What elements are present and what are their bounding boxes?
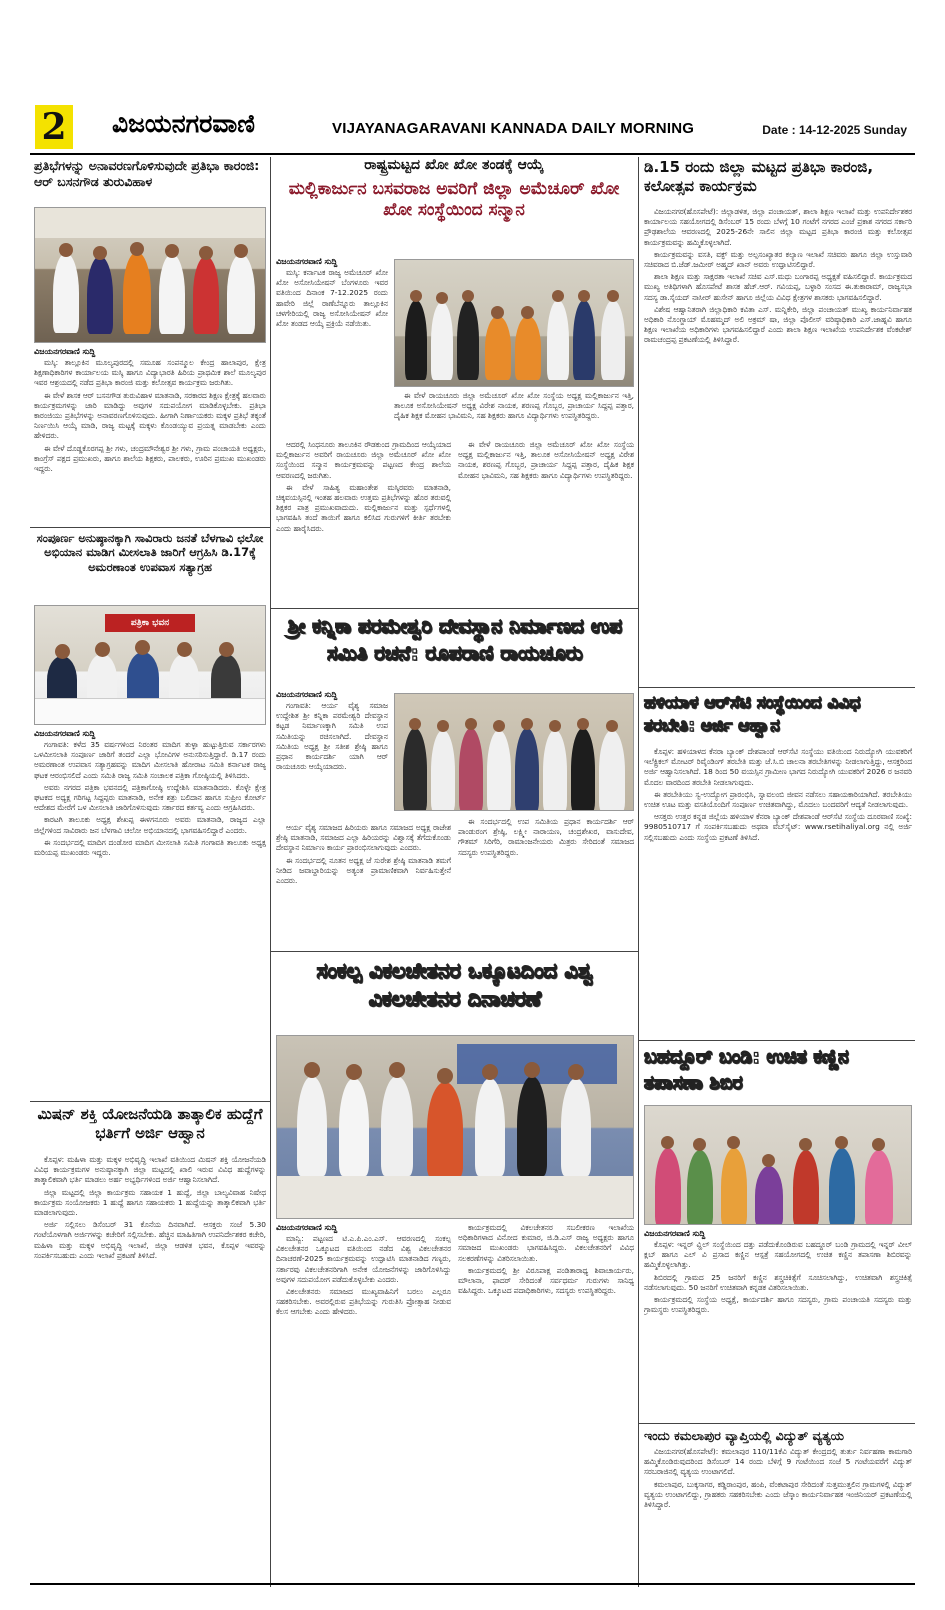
paragraph: ಕೊಪ್ಪಳ: ಇನ್ನರ್ ವ್ಹಿಲ್ ಸಂಸ್ಥೆಯಿಂದ ದತ್ತು ಪಡೆದುಕೊಂಡಿರುವ ಬಹದ್ದೂರ್ ಬಂಡಿ ಗ್ರಾಮದಲ್ಲಿ ಇನ್ನರ್ ವೀಲ್ ಕ್ಲಬ್ ಹಾಗೂ ಎಲ್ ವಿ ಪ್ರಸಾದ ಕಣ್ಣಿನ ಆಸ್ಪತ್ರೆ ಸಹಯೋಗದಲ್ಲಿ ಉಚಿತ ಕಣ್ಣಿನ ತಪಾಸಣಾ ಶಿಬಿರವನ್ನು ಹಮ್ಮಿಕೊಳ್ಳಲಾಗಿತ್ತು. (644, 1240, 912, 1270)
masthead-rule (30, 153, 915, 155)
body-mission-shakti (34, 1155, 266, 1580)
column-divider (270, 157, 271, 1587)
body-vidyut (644, 1447, 912, 1580)
body-kho-kho-left (276, 440, 451, 605)
paragraph: ಈ ವೇಳೆ ದೊಡ್ಡಕೊರಗಪ್ಪ ಶ್ರೀ ಗಳು, ಚಂದ್ರಮೌನೇಶ್ವರ ಶ್ರೀ ಗಳು, ಗ್ರಾಮ ಪಂಚಾಯತಿ ಅಧ್ಯಕ್ಷರು, ಕಾಂಗ್ರೆಸ್ ಪಕ್ಷದ ಪ್ರಮುಖರು, ಹಾಗೂ ಶಾಲೆಯ ಶಿಕ್ಷಕರು, ಪಾಲಕರು, ಊರಿನ ಪ್ರಮುಖ ಮುಖಂಡರು ಇದ್ದರು. (34, 443, 266, 474)
headline-vidyut: ಇಂದು ಕಮಲಾಪುರ ವ್ಯಾಪ್ತಿಯಲ್ಲಿ ವಿದ್ಯುತ್ ವ್ಯತ್ಯಯ (644, 1428, 845, 1443)
byline-pratibha: ವಿಜಯನಗರವಾಣಿ ಸುದ್ದಿ (34, 347, 96, 356)
paragraph: ಈ ಸಂದರ್ಭದಲ್ಲಿ ಉಪ ಸಮಿತಿಯ ಪ್ರಧಾನ ಕಾರ್ಯದರ್ಶಿ ಆರ್ ಪಾಂಡುರಂಗ ಶ್ರೇಷ್ಠಿ, ಲಕ್ಷ್ಮೀ ನಾರಾಯಣ, ಚಂದ್ರಶೇಖರ, ವಾಸುದೇವ, ಗೌತಮ್ ಸಿರಿಗೆರಿ, ರಾಮಾಂಜನೇಯರು ಮಿತ್ರರು ಸೇರಿದಂತೆ ಸಮಾಜದ ಸದಸ್ಯರು ಉಪಸ್ಥಿತರಿದ್ದರು. (458, 817, 634, 857)
photo-sankalpa-event (276, 1035, 634, 1219)
paragraph: ಈ ವೇಳೆ ರಾಯಚೂರು ಜಿಲ್ಲಾ ಅಮೆಚೂರ್ ಖೋ ಖೋ ಸಂಸ್ಥೆಯ ಅಧ್ಯಕ್ಷ ಮಲ್ಲಿಕಾರ್ಜುನ ಇತ್ತಿ, ತಾಲೂಕ ಅಸೋಸಿಯೇಷನ್ ಅಧ್ಯಕ್ಷ ವಿರೇಶ ನಾಯಕ, ಶರಣಪ್ಪ ಗೊಬ್ಬರ, ಪ್ರಾಚಾರ್ಯ ಸಿದ್ದಪ್ಪ ಪತ್ತಾರ, ದೈಹಿಕ ಶಿಕ್ಷಕ ಮೋಹನ ಭಾವಿಮನಿ, ಸಹ ಶಿಕ್ಷಕರು ಹಾಗೂ ವಿದ್ಯಾರ್ಥಿಗಳು ಉಪಸ್ಥಿತರಿದ್ದರು. (394, 391, 634, 421)
body-zilla-karanji (644, 207, 912, 682)
paragraph: ಶಿಬಿರದಲ್ಲಿ ಗ್ರಾಮದ 25 ಜನರಿಗೆ ಕಣ್ಣಿನ ಶಸ್ತ್ರಚಿಕಿತ್ಸೆಗೆ ಸೂಚಿಸಲಾಗಿದ್ದು, ಉಚಿತವಾಗಿ ಶಸ್ತ್ರಚಿಕಿತ್ಸೆ ನಡೆಸಲಾಗುವುದು. 50 ಜನರಿಗೆ ಉಚಿತವಾಗಿ ಕನ್ನಡಕ ವಿತರಿಸಲಾಯಿತು. (644, 1272, 912, 1292)
body-sankalpa-right (458, 1223, 634, 1580)
photo-eye-camp (644, 1105, 912, 1225)
paragraph: ಅವರು ನಗರದ ಪತ್ರಿಕಾ ಭವನದಲ್ಲಿ ಪತ್ರಿಕಾಗೋಷ್ಠಿ ಉದ್ದೇಶಿಸಿ ಮಾತನಾಡಿದರು. ಕೊಳ್ಳೇ ಕ್ಷೇತ್ರ ಘಟಕದ ಅಧ್ಯಕ್ಷ ಗರಿಗಟ್ಟ ಸಿದ್ದಪ್ಪರು ಮಾತನಾಡಿ, ಅನೇಕ ಶತ್ರು ಬಲಿದಾನ ಹಾಗೂ ಸುಪ್ರೀಂ ಕೋರ್ಟ್ ಆದೇಶದ ಮೇರೆಗೆ ಒಳ ಮೀಸಲಾತಿ ಜಾರಿಗೊಳಿಸುವುದು ಸರ್ಕಾರದ ಕರ್ತವ್ಯ ಎಂದು ಆಗ್ರಹಿಸಿದರು. (34, 782, 266, 813)
photo-caption-banner: ಪತ್ರಿಕಾ ಭವನ (105, 614, 195, 632)
paragraph: ಆದರಲ್ಲಿ ಸಿಂಧನೂರು ತಾಲೂಕಿನ ರೌಡಕುಂದ ಗ್ರಾಮದಿಂದ ಆಯ್ಕೆಯಾದ ಮಲ್ಲಿಕಾರ್ಜುನ ಅವರಿಗೆ ರಾಯಚೂರು ಜಿಲ್ಲಾ ಅಮೆಚೂರ್ ಖೋ ಖೋ ಸಂಸ್ಥೆಯಿಂದ ಸನ್ಮಾನ ಕಾರ್ಯಕ್ರಮವನ್ನು ಪಟ್ಟಣದ ಕೇಂದ್ರ ಶಾಲೆಯ ಆವರಣದಲ್ಲಿ ಜರುಗಿತು. (276, 440, 451, 480)
paragraph: ಶಾಲಾ ಶಿಕ್ಷಣ ಮತ್ತು ಸಾಕ್ಷರತಾ ಇಲಾಖೆ ಸಚಿವ ಎಸ್.ಮಧು ಬಂಗಾರಪ್ಪ ಅಧ್ಯಕ್ಷತೆ ವಹಿಸಲಿದ್ದಾರೆ. ಕಾರ್ಯಕ್ರಮದ ಮುಖ್ಯ ಅತಿಥಿಗಳಾಗಿ ಹೊಸಪೇಟೆ ಶಾಸಕ ಹೆಚ್.ಆರ್. ಗವಿಯಪ್ಪ, ಬಳ್ಳಾರಿ ಸಂಸದ ಈ.ತುಕಾರಾಮ್, ರಾಜ್ಯಸಭಾ ಸದಸ್ಯ ಡಾ.ಸೈಯದ್ ನಾಸೀರ್ ಹುಸೇನ್ ಹಾಗೂ ಜಿಲ್ಲೆಯ ವಿವಿಧ ಕ್ಷೇತ್ರಗಳ ಶಾಸಕರು ಭಾಗವಹಿಸಲಿದ್ದಾರೆ. (644, 272, 912, 302)
headline-mission-shakti: ಮಿಷನ್ ಶಕ್ತಿ ಯೋಜನೆಯಡಿ ತಾತ್ಕಾಲಿಕ ಹುದ್ದೆಗೆ ಭರ್ತಿಗೆ ಅರ್ಜಿ ಆಹ್ವಾನ (37, 1105, 263, 1142)
article-divider (638, 1423, 915, 1424)
article-divider (30, 1101, 270, 1102)
body-kho-kho-cont (394, 391, 634, 439)
byline-bahaddur: ವಿಜಯನಗರವಾಣಿ ಸುದ್ದಿ (644, 1229, 706, 1238)
body-kho-kho-right (458, 440, 634, 605)
body-kannika-right (458, 817, 634, 948)
paragraph: ಈ ವೇಳೆ ರಾಯಚೂರು ಜಿಲ್ಲಾ ಅಮೆಚೂರ್ ಖೋ ಖೋ ಸಂಸ್ಥೆಯ ಅಧ್ಯಕ್ಷ ಮಲ್ಲಿಕಾರ್ಜುನ ಇತ್ತಿ, ತಾಲೂಕ ಅಸೋಸಿಯೇಷನ್ ಅಧ್ಯಕ್ಷ ವಿರೇಶ ನಾಯಕ, ಶರಣಪ್ಪ ಗೊಬ್ಬರ, ಪ್ರಾಚಾರ್ಯ ಸಿದ್ದಪ್ಪ ಪತ್ತಾರ, ದೈಹಿಕ ಶಿಕ್ಷಕ ಮೋಹನ ಭಾವಿಮನಿ, ಸಹ ಶಿಕ್ಷಕರು ಹಾಗೂ ವಿದ್ಯಾರ್ಥಿಗಳು ಉಪಸ್ಥಿತರಿದ್ದರು. (458, 440, 634, 480)
photo-kho-kho-felicitation (394, 259, 634, 387)
paragraph: ಈ ವೇಳೆ ಶಾಸಕ ಆರ್ ಬಸನಗೌಡ ತುರುವಿಹಾಳ ಮಾತನಾಡಿ, ಸರಕಾರದ ಶಿಕ್ಷಣ ಕ್ಷೇತ್ರಕ್ಕೆ ಹಲವಾರು ಕಾರ್ಯಕ್ರಮಗಳನ್ನು ಜಾರಿ ಮಾಡಿದ್ದು ಅವುಗಳ ಸದುಪಯೋಗ ಮಾಡಿಕೊಳ್ಳಬೇಕು. ಪ್ರತಿಭಾ ಕಾರಂಜಿಯು ಪ್ರತಿಭೆಗಳನ್ನು ಅನಾವರಣಗೊಳಿಸುವುದು. ಹೀಗಾಗಿ ನಿರ್ಣಾಯಕರು ಮಕ್ಕಳ ಪ್ರತಿಭೆ ತಕ್ಕಂತೆ ನಿರ್ಣಯಿಸಿ ಆಯ್ಕೆ ಮಾಡಿ, ರಾಜ್ಯ ಮಟ್ಟಕ್ಕೆ ಮಕ್ಕಳು ಕೊಂಡಯ್ಯುವ ಪ್ರಯತ್ನ ಮಾಡಬೇಕು ಎಂದು ಹೇಳಿದರು. (34, 390, 266, 441)
paragraph: ವಿಜಯನಗರ(ಹೊಸಪೇಟೆ): ಜಿಲ್ಲಾಡಳಿತ, ಜಿಲ್ಲಾ ಪಂಚಾಯತ್, ಶಾಲಾ ಶಿಕ್ಷಣ ಇಲಾಖೆ ಮತ್ತು ಉಪನಿರ್ದೇಶಕರ ಕಾರ್ಯಾಲಯ ಸಹಯೋಗದಲ್ಲಿ ಡಿಸೆಂಬರ್ 15 ರಂದು ಬೆಳಗ್ಗೆ 10 ಗಂಟೆಗೆ ನಗರದ ಎಂಜೆ ಪ್ರಕಾಶ ನಗರದ ಸರ್ಕಾರಿ ಪ್ರೌಢಶಾಲೆಯ ಆವರಣದಲ್ಲಿ 2025-26ನೇ ಸಾಲಿನ ಜಿಲ್ಲಾ ಮಟ್ಟದ ಪ್ರತಿಭಾ ಕಾರಂಜಿ ಮತ್ತು ಕಲೋತ್ಸವ ಕಾರ್ಯಕ್ರಮವನ್ನು ಹಮ್ಮಿಕೊಳ್ಳಲಾಗಿದೆ. (644, 207, 912, 247)
paragraph: ಕಾರ್ಯಕ್ರಮವನ್ನು ವಸತಿ, ವಕ್ಫ್ ಮತ್ತು ಅಲ್ಪಸಂಖ್ಯಾತರ ಕಲ್ಯಾಣ ಇಲಾಖೆ ಸಚಿವರು ಹಾಗೂ ಜಿಲ್ಲಾ ಉಸ್ತುವಾರಿ ಸಚಿವರಾದ ಬಿ.ಜೆಡ್.ಜಮೀರ್ ಅಹ್ಮದ್ ಖಾನ್ ಅವರು ಉದ್ಘಾಟಿಸಲಿದ್ದಾರೆ. (644, 249, 912, 270)
paragraph: ಜಿಲ್ಲಾ ಮಟ್ಟದಲ್ಲಿ ಜಿಲ್ಲಾ ಕಾರ್ಯಕ್ರಮ ಸಹಾಯಕ 1 ಹುದ್ದೆ, ಜಿಲ್ಲಾ ಬಾಲ್ಯವಿವಾಹ ನಿಷೇಧ ಕಾರ್ಯಕ್ರಮ ಸಂಯೋಜಕರು 1 ಹುದ್ದೆ ಹಾಗೂ ಸಹಾಯಕರು 1 ಹುದ್ದೆಯನ್ನು ತಾತ್ಕಾಲಿಕವಾಗಿ ಭರ್ತಿ ಮಾಡಲಾಗುವುದು. (34, 1187, 266, 1218)
paragraph: ಆರ್ಯ ವೈಶ್ಯ ಸಮಾಜದ ಹಿರಿಯರು ಹಾಗೂ ಸಮಾಜದ ಅಧ್ಯಕ್ಷ ರಾಜೇಶ ಶ್ರೇಷ್ಠಿ ಮಾತನಾಡಿ, ಸಮಾಜದ ಎಲ್ಲಾ ಹಿರಿಯರನ್ನು ವಿಶ್ವಾಸಕ್ಕೆ ತೆಗೆದುಕೊಂಡು ದೇವಸ್ಥಾನ ನಿರ್ಮಾಣ ಕಾರ್ಯ ಪ್ರಾರಂಭಿಸಲಾಗುವುದು ಎಂದರು. (276, 823, 451, 853)
paragraph: ಆಸಕ್ತರು ಉತ್ತರ ಕನ್ನಡ ಜಿಲ್ಲೆಯ ಹಳಿಯಾಳ ಕೆನರಾ ಬ್ಯಾಂಕ್ ದೇಶಪಾಂಡೆ ಆರ್‌ಸೆಟಿ ಸಂಸ್ಥೆಯ ದೂರವಾಣಿ ಸಂಖ್ಯೆ: 9980510717 ಗೆ ಸಂಪರ್ಕಿಸಬಹುದು ಅಥವಾ ವೆಬ್‌ಸೈಟ್: www.rsetihaliyal.org ನಲ್ಲಿ ಅರ್ಜಿ ಸಲ್ಲಿಸಬಹುದು ಎಂದು ಸಂಸ್ಥೆಯ ಪ್ರಕಟಣೆ ತಿಳಿಸಿದೆ. (644, 812, 912, 842)
headline-kho-kho: ಮಲ್ಲಿಕಾರ್ಜುನ ಬಸವರಾಜ ಅವರಿಗೆ ಜಿಲ್ಲಾ ಅಮೆಚೂರ್ ಖೋ ಖೋ ಸಂಸ್ಥೆಯಿಂದ ಸನ್ಮಾನ (288, 179, 620, 221)
article-divider (638, 687, 915, 688)
paragraph: ಗಂಗಾವತಿ: ಆರ್ಯ ವೈಶ್ಯ ಸಮಾಜ ಉದ್ದೇಶಿತ ಶ್ರೀ ಕನ್ನಿಕಾ ಪರಮೇಶ್ವರಿ ದೇವಸ್ಥಾನ ಕಟ್ಟಡ ನಿರ್ಮಾಣಕ್ಕಾಗಿ ಸಮಿತಿ ಉಪ ಸಮಿತಿಯನ್ನು ರಚಿಸಲಾಗಿದೆ. ದೇವಸ್ಥಾನ ಸಮಿತಿಯ ಅಧ್ಯಕ್ಷ ಶ್ರೀ ಸತೀಶ ಶ್ರೇಷ್ಠಿ ಹಾಗೂ ಪ್ರಧಾನ ಕಾರ್ಯದರ್ಶಿ ಯಾಗಿ ಆರ್ ರಾಯಚೂರು ಆಯ್ಕೆಯಾದರು. (276, 701, 388, 772)
body-pratibha (34, 358, 266, 523)
headline-pratibha: ಪ್ರತಿಭೆಗಳನ್ನು ಅನಾವರಣಗೊಳಿಸುವುದೇ ಪ್ರತಿಭಾ ಕಾರಂಜಿ: ಆರ್ ಬಸನಗೌಡ ತುರುವಿಹಾಳ (34, 158, 260, 189)
article-divider (30, 527, 270, 528)
paragraph: ಈ ತರಬೇತಿಯು ಸ್ವ-ಉದ್ಯೋಗ ಪ್ರಾರಂಭಿಸಿ, ಸ್ವಾವಲಂಬಿ ಜೀವನ ನಡೆಸಲು ಸಹಾಯಕಾರಿಯಾಗಿದೆ. ತರಬೇತಿಯು ಉಚಿತ ಊಟ ಮತ್ತು ವಸತಿಯೊಂದಿಗೆ ಸಂಪೂರ್ಣ ಉಚಿತವಾಗಿದ್ದು, ಮೊದಲು ಬಂದವರಿಗೆ ಆದ್ಯತೆ ನೀಡಲಾಗುವುದು. (644, 789, 912, 810)
paragraph: ಗಂಗಾವತಿ: ಕಳೆದ 35 ವರ್ಷಗಳಿಂದ ನಿರಂತರ ಮಾದಿಗ ತುಳ್ಳಾ ಹುಟ್ಟುತ್ತಿರುವ ಸರ್ಕಾರಗಳು ಒಳಮೀಸಲಾತಿ ಸಂಪೂರ್ಣ ಜಾರಿಗೆ ತಂದರೆ ಎಲ್ಲಾ ಭೋವಿಗಳ ಅನುಸರಿಸುತ್ತಿದ್ದಾರೆ. ಡಿ.17 ರಂದು ಅಮರಣಾಂತ ಉಪವಾಸ ಸತ್ಯಾಗ್ರಹವನ್ನು ಮಾದಿಗ ಮೀಸಲಾತಿ ಹೋರಾಟ ಸಮಿತಿ ಕರ್ನಾಟಕ ರಾಜ್ಯ ಘಟಕ ಆರಂಭಿಸಲಿದೆ ಎಂದು ಸಮಿತಿ ರಾಜ್ಯ ಸಮಿತಿ ಸಂಚಾಲಕ ಪತ್ರಿಕಾ ಗೋಷ್ಠಿಯಲ್ಲಿ ತಿಳಿಸಿದರು. (34, 740, 266, 780)
masthead-title-kannada: ವಿಜಯನಗರವಾಣಿ (112, 109, 255, 138)
article-divider (270, 951, 638, 952)
paragraph: ವಿಕಲಚೇತನರು ಸಮಾಜದ ಮುಖ್ಯವಾಹಿನಿಗೆ ಬರಲು ಎಲ್ಲರೂ ಸಹಕರಿಸಬೇಕು. ಅವರಲ್ಲಿರುವ ಪ್ರತಿಭೆಯನ್ನು ಗುರುತಿಸಿ ಪ್ರೋತ್ಸಾಹ ನೀಡುವ ಕೆಲಸ ಆಗಬೇಕು ಎಂದು ಹೇಳಿದರು. (276, 1287, 451, 1317)
body-kho-kho-lead (276, 268, 388, 438)
paragraph: ಕಮಲಾಪುರ, ಬುಕ್ಕಸಾಗರ, ಕಡ್ಡಿರಾಂಪುರ, ಹಂಪಿ, ವೆಂಕಟಾಪುರ ಸೇರಿದಂತೆ ಸುತ್ತಮುತ್ತಲಿನ ಗ್ರಾಮಗಳಲ್ಲಿ ವಿದ್ಯುತ್ ವ್ಯತ್ಯಯ ಉಂಟಾಗಲಿದ್ದು, ಗ್ರಾಹಕರು ಸಹಕರಿಸಬೇಕು ಎಂದು ಜೆಸ್ಕಾಂ ಕಾರ್ಯನಿರ್ವಾಹಕ ಇಂಜಿನಿಯರ್ ಪ್ರಕಟಣೆಯಲ್ಲಿ ತಿಳಿಸಿದ್ದಾರೆ. (644, 1479, 912, 1510)
masthead-date: Date : 14-12-2025 Sunday (762, 123, 907, 137)
paragraph: ಕೊಪ್ಪಳ: ಮಹಿಳಾ ಮತ್ತು ಮಕ್ಕಳ ಅಭಿವೃದ್ಧಿ ಇಲಾಖೆ ವತಿಯಿಂದ ಮಿಷನ್ ಶಕ್ತಿ ಯೋಜನೆಯಡಿ ವಿವಿಧ ಕಾರ್ಯಕ್ರಮಗಳ ಅನುಷ್ಠಾನಕ್ಕಾಗಿ ಜಿಲ್ಲಾ ಮಟ್ಟದಲ್ಲಿ ಖಾಲಿ ಇರುವ ವಿವಿಧ ಹುದ್ದೆಗಳನ್ನು ತಾತ್ಕಾಲಿಕವಾಗಿ ಭರ್ತಿ ಮಾಡಲು ಅರ್ಹ ಅಭ್ಯರ್ಥಿಗಳಿಂದ ಅರ್ಜಿ ಆಹ್ವಾನಿಸಲಾಗಿದೆ. (34, 1155, 266, 1185)
paragraph: ವಿಶೇಷ ಆಹ್ವಾನಿತರಾಗಿ ಜಿಲ್ಲಾಧಿಕಾರಿ ಕವಿತಾ ಎಸ್. ಮನ್ನಿಕೇರಿ, ಜಿಲ್ಲಾ ಪಂಚಾಯತ್ ಮುಖ್ಯ ಕಾರ್ಯನಿರ್ವಾಹಕ ಅಧಿಕಾರಿ ನೊಂಗ್ಜಾಯ್ ಮೊಹಮ್ಮದ್ ಅಲಿ ಅಕ್ರಮ್ ಷಾ, ಜಿಲ್ಲಾ ಪೊಲೀಸ್ ವರಿಷ್ಠಾಧಿಕಾರಿ ಎಸ್.ಜಾಹ್ನವಿ ಹಾಗೂ ಶಿಕ್ಷಣ ಇಲಾಖೆಯ ಅಧಿಕಾರಿಗಳು ಭಾಗವಹಿಸಲಿದ್ದಾರೆ ಎಂದು ಶಾಲಾ ಶಿಕ್ಷಣ ಇಲಾಖೆಯ ಉಪನಿರ್ದೇಶಕ ವೆಂಕಟೇಶ್ ರಾಮಚಂದ್ರಪ್ಪ ಪ್ರಕಟಣೆಯಲ್ಲಿ ತಿಳಿಸಿದ್ದಾರೆ. (644, 304, 912, 345)
paragraph: ಕೊಪ್ಪಳ: ಹಳಿಯಾಳದ ಕೆನರಾ ಬ್ಯಾಂಕ್ ದೇಶಪಾಂಡೆ ಆರ್‌ಸೆಟಿ ಸಂಸ್ಥೆಯು ವತಿಯಿಂದ ನಿರುದ್ಯೋಗಿ ಯುವಕರಿಗೆ ಇಲೆಕ್ಟ್ರಿಕಲ್ ಮೋಟರ್ ರಿವೈಂಡಿಂಗ್ ತರಬೇತಿ ಮತ್ತು ಜೆ.ಸಿ.ಬಿ ಚಾಲನಾ ತರಬೇತಿಗಳನ್ನು ನೀಡಲಾಗುತ್ತಿದ್ದು, ಆಸಕ್ತರಿಂದ ಅರ್ಜಿ ಆಹ್ವಾನಿಸಲಾಗಿದೆ. 18 ರಿಂದ 50 ವಯಸ್ಸಿನ ಗ್ರಾಮೀಣ ಭಾಗದ ನಿರುದ್ಯೋಗಿ ಯುವಕರಿಗೆ 2026 ರ ಜನವರಿ ಮೊದಲ ವಾರದಿಂದ ತರಬೇತಿ ನೀಡಲಾಗುವುದು. (644, 747, 912, 787)
body-kannika-lead (276, 701, 388, 821)
paragraph: ಮಾನ್ವಿ: ಪಟ್ಟಣದ ಟಿ.ಎ.ಪಿ.ಎಂ.ಎಸ್. ಆವರಣದಲ್ಲಿ ಸಂಕಲ್ಪ ವಿಕಲಚೇತನರ ಒಕ್ಕೂಟದ ವತಿಯಿಂದ ನಡೆದ ವಿಶ್ವ ವಿಕಲಚೇತನರ ದಿನಾಚರಣೆ-2025 ಕಾರ್ಯಕ್ರಮವನ್ನು ಉದ್ಘಾಟಿಸಿ ಮಾತನಾಡಿದ ಗಣ್ಯರು, ಸರ್ಕಾರವು ವಿಕಲಚೇತನರಿಗಾಗಿ ಅನೇಕ ಯೋಜನೆಗಳನ್ನು ಜಾರಿಗೊಳಿಸಿದ್ದು ಅವುಗಳ ಸದುಪಯೋಗ ಪಡೆದುಕೊಳ್ಳಬೇಕು ಎಂದರು. (276, 1234, 451, 1284)
body-bahaddur (644, 1240, 912, 1418)
article-divider (270, 608, 638, 609)
byline-samparka: ವಿಜಯನಗರವಾಣಿ ಸುದ್ದಿ (34, 729, 96, 738)
headline-kannika: ಶ್ರೀ ಕನ್ನಿಕಾ ಪರಮೇಶ್ವರಿ ದೇವಸ್ಥಾನ ನಿರ್ಮಾಣದ ಉಪ ಸಮಿತಿ ರಚನೆ: ರೂಪರಾಣಿ ರಾಯಚೂರು (287, 614, 623, 665)
paragraph: ಕಾರ್ಯಕ್ರಮದಲ್ಲಿ ವಿಕಲಚೇತನರ ಸಬಲೀಕರಣ ಇಲಾಖೆಯ ಅಧಿಕಾರಿಗಳಾದ ವಿನೋದ ಕುಮಾರ, ಜಿ.ಡಿ.ಎಸ್ ರಾಜ್ಯ ಅಧ್ಯಕ್ಷರು ಹಾಗೂ ಸಮಾಜದ ಮುಖಂಡರು ಭಾಗವಹಿಸಿದ್ದರು. ವಿಕಲಚೇತನರಿಗೆ ವಿವಿಧ ಸಲಕರಣೆಗಳನ್ನು ವಿತರಿಸಲಾಯಿತು. (458, 1223, 634, 1263)
body-kannika-left (276, 823, 451, 948)
body-haliyal (644, 747, 912, 1035)
paragraph: ಈ ಸಂದರ್ಭದಲ್ಲಿ ಮಾದಿಗ ದಂಡೋರ ಮಾದಿಗ ಮೀಸಲಾತಿ ಸಮಿತಿ ಗಂಗಾವತಿ ತಾಲೂಕು ಅಧ್ಯಕ್ಷ ಮರಿಯಪ್ಪ ಮುಖಂಡರು ಇದ್ದರು. (34, 837, 266, 858)
footer-rule (30, 1583, 915, 1585)
paragraph: ಕಾರಟಗಿ ತಾಲೂಕು ಅಧ್ಯಕ್ಷ ಶೇಖಪ್ಪ ಈಳಗನೂರು ಅವರು ಮಾತನಾಡಿ, ರಾಜ್ಯದ ಎಲ್ಲಾ ಜಿಲ್ಲೆಗಳಿಂದ ಸಾವಿರಾರು ಜನ ಬೆಳಗಾವಿ ಚಲೋ ಅಭಿಯಾನದಲ್ಲಿ ಭಾಗವಹಿಸಲಿದ್ದಾರೆ ಎಂದರು. (34, 815, 266, 835)
headline-sankalpa: ಸಂಕಲ್ಪ ವಿಕಲಚೇತನರ ಒಕ್ಕೂಟದಿಂದ ವಿಶ್ವ ವಿಕಲಚೇತನರ ದಿನಾಚರಣೆ (316, 959, 594, 1012)
paragraph: ಮಸ್ಕಿ: ತಾಲ್ಲೂಕಿನ ಮೂಲ್ಯಪುರದಲ್ಲಿ ಸಮೂಹ ಸಂಪನ್ಮೂಲ ಕೇಂದ್ರ ಹಾಲಾಪುರ, ಕ್ಷೇತ್ರ ಶಿಕ್ಷಣಾಧಿಕಾರಿಗಳ ಕಾರ್ಯಾಲಯ ಮಸ್ಕಿ ಹಾಗೂ ವಿದ್ಯಾಭಾರತಿ ಹಿರಿಯ ಪ್ರಾಥಮಿಕ ಶಾಲೆ ಮೂಲ್ಯಪುರ ಇವರ ಆಶ್ರಯದಲ್ಲಿ ನಡೆದ ಪ್ರತಿಭಾ ಕಾರಂಜಿ ಮತ್ತು ಕಲೋತ್ಸವ ಕಾರ್ಯಕ್ರಮ ಜರುಗಿತು. (34, 358, 266, 388)
newspaper-page (30, 95, 915, 1585)
page-number: 2 (35, 105, 73, 149)
photo-pratibha-stage (34, 207, 266, 343)
masthead-title-english: VIJAYANAGARAVANI KANNADA DAILY MORNING (332, 120, 695, 137)
byline-sankalpa: ವಿಜಯನಗರವಾಣಿ ಸುದ್ದಿ (276, 1223, 338, 1232)
article-divider (638, 1040, 915, 1041)
byline-kannika: ವಿಜಯನಗರವಾಣಿ ಸುದ್ದಿ (276, 690, 338, 699)
headline-zilla-karanji: ಡಿ.15 ರಂದು ಜಿಲ್ಲಾ ಮಟ್ಟದ ಪ್ರತಿಭಾ ಕಾರಂಜಿ, ಕಲೋತ್ಸವ ಕಾರ್ಯಕ್ರಮ (644, 158, 874, 195)
paragraph: ವಿಜಯನಗರ(ಹೊಸಪೇಟೆ): ಕಮಲಾಪುರ 110/11ಕೆವಿ ವಿದ್ಯುತ್ ಕೇಂದ್ರದಲ್ಲಿ ತುರ್ತು ನಿರ್ವಹಣಾ ಕಾಮಗಾರಿ ಹಮ್ಮಿಕೊಂಡಿರುವುದರಿಂದ ಡಿಸೆಂಬರ್ 14 ರಂದು ಬೆಳಿಗ್ಗೆ 9 ಗಂಟೆಯಿಂದ ಸಂಜೆ 5 ಗಂಟೆಯವರೆಗೆ ವಿದ್ಯುತ್ ಸರಬರಾಜಿನಲ್ಲಿ ವ್ಯತ್ಯಯ ಉಂಟಾಗಲಿದೆ. (644, 1447, 912, 1477)
paragraph: ಅರ್ಜಿ ಸಲ್ಲಿಸಲು ಡಿಸೆಂಬರ್ 31 ಕೊನೆಯ ದಿನವಾಗಿದೆ. ಆಸಕ್ತರು ಸಂಜೆ 5.30 ಗಂಟೆಯೊಳಗಾಗಿ ಅರ್ಜಿಗಳನ್ನು ಕಚೇರಿಗೆ ಸಲ್ಲಿಸಬೇಕು. ಹೆಚ್ಚಿನ ಮಾಹಿತಿಗಾಗಿ ಉಪನಿರ್ದೇಶಕರ ಕಚೇರಿ, ಮಹಿಳಾ ಮತ್ತು ಮಕ್ಕಳ ಅಭಿವೃದ್ಧಿ ಇಲಾಖೆ, ಜಿಲ್ಲಾ ಆಡಳಿತ ಭವನ, ಕೊಪ್ಪಳ ಇವರನ್ನು ಸಂಪರ್ಕಿಸಬಹುದು ಎಂದು ಇಲಾಖೆ ಪ್ರಕಟಣೆ ತಿಳಿಸಿದೆ. (34, 1220, 266, 1260)
paragraph: ಕಾರ್ಯಕ್ರಮದಲ್ಲಿ ಶ್ರೀ ವಿರೂಪಾಕ್ಷ ಪಂಡಿತಾರಾಧ್ಯ ಶಿವಾಚಾರ್ಯರು, ಮೌಲಾನಾ, ಫಾದರ್ ಸೇರಿದಂತೆ ಸರ್ವಧರ್ಮ ಗುರುಗಳು ಸಾನಿಧ್ಯ ವಹಿಸಿದ್ದರು. ಒಕ್ಕೂಟದ ಪದಾಧಿಕಾರಿಗಳು, ಸದಸ್ಯರು ಉಪಸ್ಥಿತರಿದ್ದರು. (458, 1265, 634, 1296)
headline-bahaddur: ಬಹದ್ದೂರ್ ಬಂಡಿ: ಉಚಿತ ಕಣ್ಣಿನ ತಪಾಸಣಾ ಶಿಬಿರ (644, 1046, 849, 1094)
kicker-kho-kho: ರಾಷ್ಟ್ರಮಟ್ಟದ ಖೋ ಖೋ ತಂಡಕ್ಕೆ ಆಯ್ಕೆ (364, 157, 544, 173)
body-samparka (34, 740, 266, 1000)
headline-haliyal: ಹಳಿಯಾಳ ಆರ್‌ಸೆಟಿ ಸಂಸ್ಥೆಯಿಂದ ವಿವಿಧ ತರಬೇತಿ: ಅರ್ಜಿ ಆಹ್ವಾನ (644, 693, 861, 736)
byline-kho-kho: ವಿಜಯನಗರವಾಣಿ ಸುದ್ದಿ (276, 257, 338, 266)
paragraph: ಈ ಸಂದರ್ಭದಲ್ಲಿ ನೂತನ ಅಧ್ಯಕ್ಷ ಜೆ ಸುರೇಶ ಶ್ರೇಷ್ಠಿ ಮಾತನಾಡಿ ತಮಗೆ ನೀಡಿದ ಜವಾಬ್ದಾರಿಯನ್ನು ಅತ್ಯಂತ ಪ್ರಾಮಾಣಿಕವಾಗಿ ನಿರ್ವಹಿಸುತ್ತೇನೆ ಎಂದರು. (276, 855, 451, 886)
paragraph: ಮಸ್ಕಿ: ಕರ್ನಾಟಕ ರಾಜ್ಯ ಅಮೆಚೂರ್ ಖೋ ಖೋ ಅಸೋಸಿಯೇಷನ್ ಬೆಂಗಳೂರು ಇವರ ವತಿಯಿಂದ ದಿನಾಂಕ 7-12.2025 ರಂದು ಹಾವೇರಿ ಜಿಲ್ಲೆ ರಾಣೆಬೆನ್ನೂರು ತಾಲ್ಲೂಕಿನ ಚಳಗೇರಿಯಲ್ಲಿ ರಾಜ್ಯ ಅಸೋಸಿಯೇಷನ್ ಖೋ ಖೋ ತಂಡದ ಆಯ್ಕೆ ಪ್ರಕ್ರಿಯೆ ನಡೆಯಿತು. (276, 268, 388, 329)
paragraph: ಕಾರ್ಯಕ್ರಮದಲ್ಲಿ ಸಂಸ್ಥೆಯ ಅಧ್ಯಕ್ಷೆ, ಕಾರ್ಯದರ್ಶಿ ಹಾಗೂ ಸದಸ್ಯರು, ಗ್ರಾಮ ಪಂಚಾಯತಿ ಸದಸ್ಯರು ಮತ್ತು ಗ್ರಾಮಸ್ಥರು ಉಪಸ್ಥಿತರಿದ್ದರು. (644, 1295, 912, 1315)
column-divider (638, 157, 639, 1587)
body-sankalpa-left (276, 1234, 451, 1580)
paragraph: ಈ ವೇಳೆ ಸಾಹಿತ್ಯ ಮಹಾಂತೇಶ ಮಸ್ಕಿರವರು ಮಾತನಾಡಿ, ಚಿಕ್ಕವಯಸ್ಸಿನಲ್ಲಿ ಇಂತಹ ಹಲವಾರು ಉತ್ತಮ ಪ್ರತಿಭೆಗಳನ್ನು ಹೊರ ತರುವಲ್ಲಿ ಶಿಕ್ಷಕರ ಪಾತ್ರ ಪ್ರಮುಖವಾದುದು. ಮಲ್ಲಿಕಾರ್ಜುನ ಮತ್ತು ಸ್ಪರ್ಧೆಗಳಲ್ಲಿ ಭಾಗವಹಿಸಿ ತಂದೆ ತಾಯಿಗೆ ಹಾಗೂ ಕಲಿಸಿದ ಗುರುಗಳಿಗೆ ಕೀರ್ತಿ ತರಬೇಕು ಎಂದು ಹಾರೈಸಿದರು. (276, 482, 451, 533)
headline-samparka: ಸಂಪೂರ್ಣ ಅನುಷ್ಠಾನಕ್ಕಾಗಿ ಸಾವಿರಾರು ಜನತೆ ಬೆಳಗಾವಿ ಛಲೋ ಅಭಿಯಾನ ಮಾಡಿಗ ಮೀಸಲಾತಿ ಜಾರಿಗೆ ಆಗ್ರಹಿಸಿ ಡಿ.17ಕ್ಕೆ ಅಮರಣಾಂತ ಉಪವಾಸ ಸತ್ಯಾಗ್ರಹ (36, 531, 264, 574)
masthead (30, 105, 915, 151)
photo-press-meet (34, 605, 266, 725)
photo-kannika-committee (394, 693, 634, 811)
